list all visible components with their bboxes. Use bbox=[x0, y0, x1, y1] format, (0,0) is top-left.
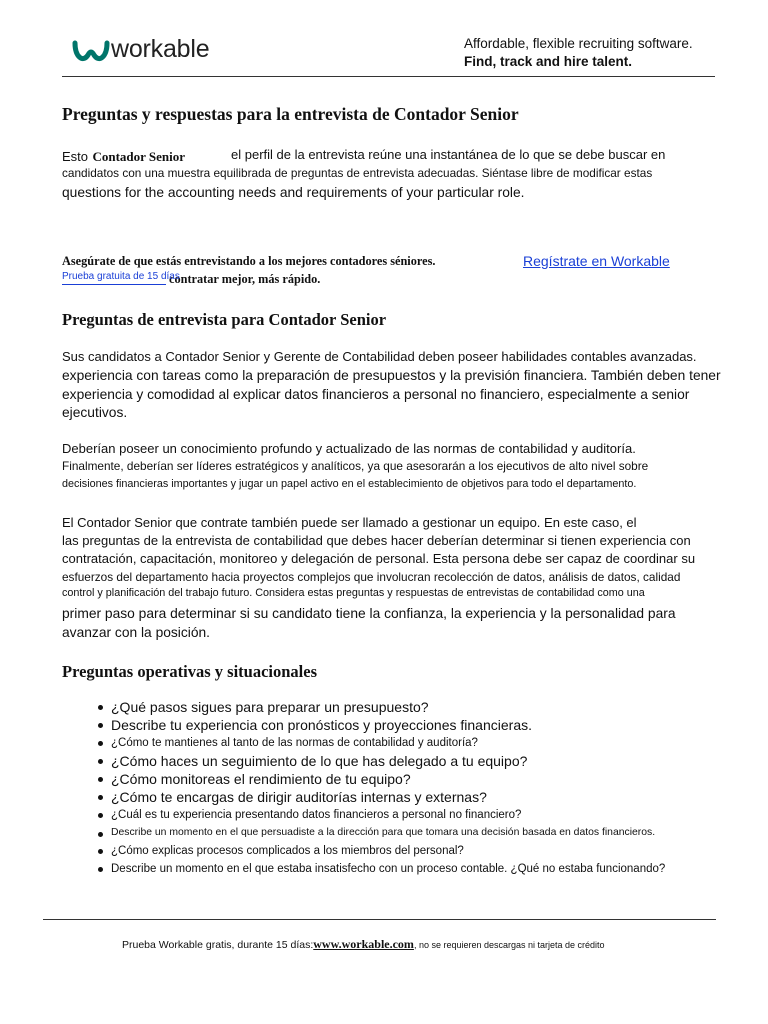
list-item: ¿Cómo monitoreas el rendimiento de tu equipo? bbox=[94, 770, 665, 788]
free-trial-link[interactable]: Prueba gratuita de 15 días bbox=[62, 271, 166, 285]
intro-role: Contador Senior bbox=[92, 149, 186, 164]
tagline-line-2: Find, track and hire talent. bbox=[464, 54, 633, 69]
footer-url-link[interactable]: www.workable.com bbox=[313, 937, 414, 951]
list-item: ¿Qué pasos sigues para preparar un presupuesto? bbox=[94, 698, 665, 716]
tagline bbox=[464, 35, 693, 71]
footer-text-a: Prueba Workable gratis, durante 15 días: bbox=[122, 939, 314, 951]
list-item: ¿Cómo te mantienes al tanto de las normas de contabilidad y auditoría? bbox=[94, 734, 665, 752]
list-item: ¿Cómo haces un seguimiento de lo que has delegado a tu equipo? bbox=[94, 752, 665, 770]
p1-line-4: ejecutivos. bbox=[62, 405, 128, 420]
intro-line-1 bbox=[62, 148, 185, 166]
list-item: Describe un momento en el que estaba insatisfecho con un proceso contable. ¿Qué no estaba funcionando? bbox=[94, 860, 665, 878]
p3-line-5: control y planificación del trabajo futuro. Considera estas preguntas y respuestas de entrevistas de contabilidad como una bbox=[62, 587, 645, 599]
list-item: Describe un momento en el que persuadiste a la dirección para que tomara una decisión basada en datos financieros. bbox=[94, 824, 665, 842]
p3-line-4: esfuerzos del departamento hacia proyectos complejos que involucran recolección de datos, análisis de datos, calidad bbox=[62, 570, 681, 584]
list-item: Describe tu experiencia con pronósticos y proyecciones financieras. bbox=[94, 716, 665, 734]
signup-link[interactable]: Regístrate en Workable bbox=[523, 253, 670, 269]
list-item: ¿Cuál es tu experiencia presentando datos financieros a personal no financiero? bbox=[94, 806, 665, 824]
intro-text-c: el perfil de la entrevista reúne una instantánea de lo que se debe buscar en bbox=[231, 147, 666, 162]
header-divider bbox=[62, 76, 715, 77]
p2-line-2: Finalmente, deberían ser líderes estratégicos y analíticos, ya que asesorarán a los ejecutivos de alto nivel sobre bbox=[62, 459, 649, 473]
p1-line-3: experiencia y comodidad al explicar datos financieros a personal no financiero, especialmente a senior bbox=[62, 387, 690, 402]
p3-line-1: El Contador Senior que contrate también puede ser llamado a gestionar un equipo. En este caso, el bbox=[62, 515, 637, 530]
tagline-line-1: Affordable, flexible recruiting software. bbox=[464, 36, 693, 51]
p3-line-3: contratación, capacitación, monitoreo y delegación de personal. Esta persona debe ser capaz de coordinar su bbox=[62, 551, 696, 566]
footer-divider bbox=[43, 919, 716, 920]
brand-name: workable bbox=[111, 35, 210, 63]
intro-line-3: questions for the accounting needs and requirements of your particular role. bbox=[62, 185, 525, 200]
section-heading-operational: Preguntas operativas y situacionales bbox=[62, 662, 317, 681]
cta-text-2: contratar mejor, más rápido. bbox=[169, 272, 321, 286]
section-heading-interview: Preguntas de entrevista para Contador Senior bbox=[62, 310, 387, 329]
list-item: ¿Cómo explicas procesos complicados a los miembros del personal? bbox=[94, 842, 665, 860]
intro-text-a: Esto bbox=[62, 149, 89, 164]
intro-line-2: candidatos con una muestra equilibrada de preguntas de entrevista adecuadas. Siéntase libre de modificar estas bbox=[62, 166, 653, 180]
p3-line-7: avanzar con la posición. bbox=[62, 625, 211, 640]
p3-line-2: las preguntas de la entrevista de contabilidad que debes hacer deberían determinar si tienen experiencia con bbox=[62, 533, 691, 548]
list-item: ¿Cómo te encargas de dirigir auditorías internas y externas? bbox=[94, 788, 665, 806]
cta-text-1: Asegúrate de que estás entrevistando a los mejores contadores séniores. bbox=[62, 254, 436, 268]
p1-line-1: Sus candidatos a Contador Senior y Gerente de Contabilidad deben poseer habilidades contables avanzadas. bbox=[62, 349, 697, 364]
page-title: Preguntas y respuestas para la entrevista de Contador Senior bbox=[62, 104, 519, 124]
footer bbox=[122, 937, 605, 952]
questions-list bbox=[94, 698, 665, 878]
footer-text-b: , no se requieren descargas ni tarjeta de crédito bbox=[413, 940, 605, 950]
p2-line-3: decisiones financieras importantes y jugar un papel activo en el establecimiento de objetivos para todo el departamento. bbox=[62, 478, 637, 490]
workable-logo-icon bbox=[71, 37, 111, 67]
p3-line-6: primer paso para determinar si su candidato tiene la confianza, la experiencia y la personalidad para bbox=[62, 606, 676, 621]
p1-line-2: experiencia con tareas como la preparación de presupuestos y la previsión financiera. También deben tener bbox=[62, 368, 721, 383]
p2-line-1: Deberían poseer un conocimiento profundo y actualizado de las normas de contabilidad y auditoría. bbox=[62, 441, 636, 456]
